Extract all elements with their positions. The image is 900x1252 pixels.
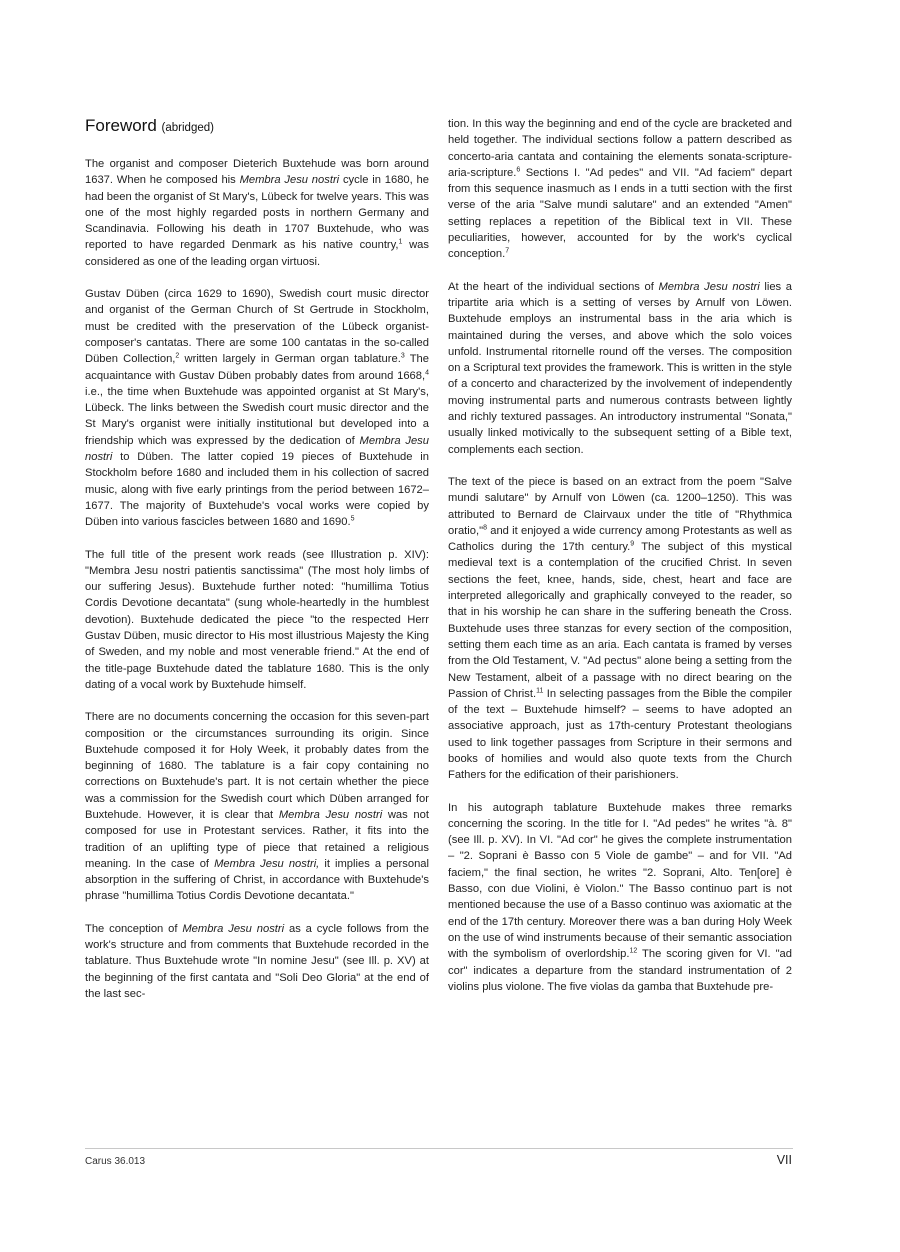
left-column	[85, 116, 429, 1018]
text-run: The acquaintance with Gustav Düben probably dates from around 1668,	[85, 353, 429, 382]
footer-catalog-number: Carus 36.013	[85, 1156, 146, 1167]
title-text: Foreword	[85, 116, 157, 135]
footnote-ref: 9	[630, 540, 635, 548]
left-body	[85, 156, 429, 1002]
paragraph	[85, 547, 429, 694]
text-run: Membra Jesu nostri	[239, 174, 340, 187]
text-run: written largely in German organ tablature.	[179, 353, 401, 366]
text-run: The full title of the present work reads (see Illustration p. XIV): "Membra Jesu nostri patientis sanctissima" (The most holy limbs of our suffering Jesus). Buxtehude further noted: "humillima Totius Cordis Devotione decantata" (sung whole-heartedly in the humblest devotion). Buxtehude dedicated the piece "to the respected Herr Gustav Düben, music director to His most illustrious Majesty the King of Sweden, and my noble and most venerable friend." At the end of the title-page Buxtehude dated the tablature 1680. This is the only dating of a vocal work by Buxtehude himself.	[85, 548, 429, 691]
text-run: to Düben. The latter copied 19 pieces of Buxtehude in Stockholm before 1680 and included them in his collection of sacred music, along with five early printings from the period between 1672–1677. The majority of Buxtehude's vocal works were copied by Düben into various fascicles between 1680 and 1690.	[85, 451, 429, 529]
text-run: Membra Jesu nostri	[182, 922, 285, 935]
right-body	[448, 116, 792, 995]
footnote-ref: 11	[536, 687, 544, 695]
paragraph	[85, 921, 429, 1002]
text-run: The scoring given for VI. "ad cor" indicates a departure from the standard instrumentation of 2 violins plus violone. The five violas da gamba that Buxtehude pre-	[448, 948, 792, 993]
text-run: In his autograph tablature Buxtehude makes three remarks concerning the scoring. In the title for I. "Ad pedes" he writes "à. 8" (see Ill. p. XV). In VI. "Ad cor" he gives the complete instrumentation – "2. Soprani è Basso con 5 Viole de gambe" – and for VII. "Ad faciem," the final section, he writes "2. Soprani, Alto. Ten[ore] è Basso, con due Violini, è Violon." The Basso continuo part is not mentioned because the use of a Basso continuo was axiomatic at the end of the 17th century. Moreover there was a ban during Holy Week on the use of wind instruments because of their semantic association with the symbolism of overlordship.	[448, 801, 792, 961]
text-run: was not composed for use in Protestant services. Rather, it fits into the tradition of an uplifting type of piece that retained a religious meaning. In the case of	[85, 808, 429, 870]
footnote-ref: 1	[398, 238, 403, 246]
text-run: Membra Jesu nostri	[658, 280, 760, 293]
text-run: and it enjoyed a wide currency among Protestants as well as Catholics during the 17th century.	[448, 524, 792, 554]
text-run: Membra Jesu nostri,	[214, 857, 320, 870]
text-run: The subject of this mystical medieval text is a contemplation of the crucified Christ. In seven sections the feet, knee, hands, side, chest, heart and face are interpreted allegorically and graphically conveyed to the reader, so that in his worship he can share in the suffering beneath the Cross. Buxtehude uses three stanzas for every section of the composition, setting them each time as an aria. Each cantata is framed by verses from the Old Testament, V. "Ad pectus" alone being a setting from the New Testament, albeit of a passage with no direct bearing on the Passion of Christ.	[448, 541, 792, 700]
text-run: was considered as one of the leading organ virtuosi.	[85, 239, 429, 268]
paragraph	[85, 156, 429, 270]
text-run: Sections I. "Ad pedes" and VII. "Ad faciem" depart from this sequence inasmuch as I ends in a tutti section with the first verse of the aria "Salve mundi salutare" and an extended "Amen" setting replaces a repetition of the Biblical text in VII. These peculiarities, however, accounted for by the work's cyclical conception.	[448, 166, 792, 261]
paragraph	[448, 474, 792, 784]
footnote-ref: 3	[400, 352, 405, 360]
footnote-ref: 12	[629, 947, 638, 955]
footnote-ref: 4	[425, 368, 429, 376]
text-run: tion. In this way the beginning and end of the cycle are bracketed and held together. The individual sections follow a pattern described as concerto-aria cantata and containing the elements sonata-scripture-aria-scripture.	[448, 118, 792, 179]
right-column	[448, 116, 792, 1011]
paragraph	[448, 800, 792, 996]
text-run: Gustav Düben (circa 1629 to 1690), Swedish court music director and organist of the German Church of St Gertrude in Stockholm, must be credited with the preservation of the Lübeck organist-composer's cantatas. There are some 100 cantatas in the so-called Düben Collection,	[85, 288, 429, 366]
page-number: VII	[776, 1153, 792, 1167]
text-run: i.e., the time when Buxtehude was appointed organist at St Mary's, Lübeck. The links between the Swedish court music director and the St Mary's organist were initially institutional but developed into a friendship which was expressed by the dedication of	[85, 385, 429, 447]
paragraph	[85, 709, 429, 905]
footnote-ref: 5	[350, 515, 355, 523]
text-run: Membra Jesu nostri	[85, 434, 429, 464]
paragraph	[448, 116, 792, 263]
text-run: The text of the piece is based on an extract from the poem "Salve mundi salutare" by Arnulf von Löwen (ca. 1200–1250). This was attributed to Bernard de Clairvaux under the title of "Rhythmica oratio,"	[448, 475, 792, 537]
text-run: At the heart of the individual sections of	[448, 280, 659, 293]
text-run: The conception of	[85, 922, 183, 935]
footnote-ref: 8	[483, 524, 487, 532]
text-run: Membra Jesu nostri	[278, 808, 383, 821]
text-run: There are no documents concerning the occasion for this seven-part composition or the circumstances surrounding its origin. Since Buxtehude composed it for Holy Week, it probably dates from the beginning of 1680. The tablature is a fair copy containing no corrections on Buxtehude's part. It is not certain whether the piece was a commission for the Swedish court which Düben arranged for Buxtehude. However, it is clear that	[85, 711, 429, 821]
title-subtitle: (abridged)	[161, 122, 214, 134]
page-title	[85, 116, 429, 138]
text-run: The organist and composer Dieterich Buxtehude was born around 1637. When he composed his	[85, 158, 429, 187]
text-run: as a cycle follows from the work's structure and from comments that Buxtehude recorded in the tablature. Thus Buxtehude wrote "In nomine Jesu" (see Ill. p. XV) at the beginning of the first cantata and "Soli Deo Gloria" at the end of the last sec-	[85, 922, 429, 1000]
text-run: In selecting passages from the Bible the compiler of the text – Buxtehude himself? – seems to have adopted an associative approach, just as 17th-century Protestant theologians used to link together passages from Scripture in their sermons and books of homilies and would also quote texts from the Church Fathers for the edification of their parishioners.	[448, 687, 793, 782]
text-run: it implies a personal absorption in the suffering of Christ, in accordance with Buxtehude's phrase "humillima Totius Cordis Devotione decantata."	[85, 857, 430, 903]
footer-rule	[85, 1148, 793, 1149]
text-run: cycle in 1680, he had been the organist of St Mary's, Lübeck for twelve years. This was one of the most highly regarded posts in northern Germany and Scandinavia. Following his death in 1707 Buxtehude, who was reported to have regarded Denmark as his native country,	[85, 174, 429, 252]
paragraph	[85, 286, 429, 530]
footnote-ref: 6	[516, 166, 521, 174]
footnote-ref: 7	[505, 247, 510, 255]
text-run: lies a tripartite aria which is a setting of verses by Arnulf von Löwen. Buxtehude employs an instrumental bass in the aria which is maintained during the verses, and above which the solo voices unfold. Instrumental ritornelle round off the verses. The composition on a Scriptural text provides the framework. This is written in the style of a concerto and characterized by the involvement of independently moving instrumental parts and numerous contrasts between lightly and richly textured passages. An introductory instrumental "Sonata," usually linked motivically to the subsequent setting of a Bible text, complements each section.	[448, 280, 792, 456]
paragraph	[448, 279, 792, 458]
footnote-ref: 2	[175, 352, 180, 360]
